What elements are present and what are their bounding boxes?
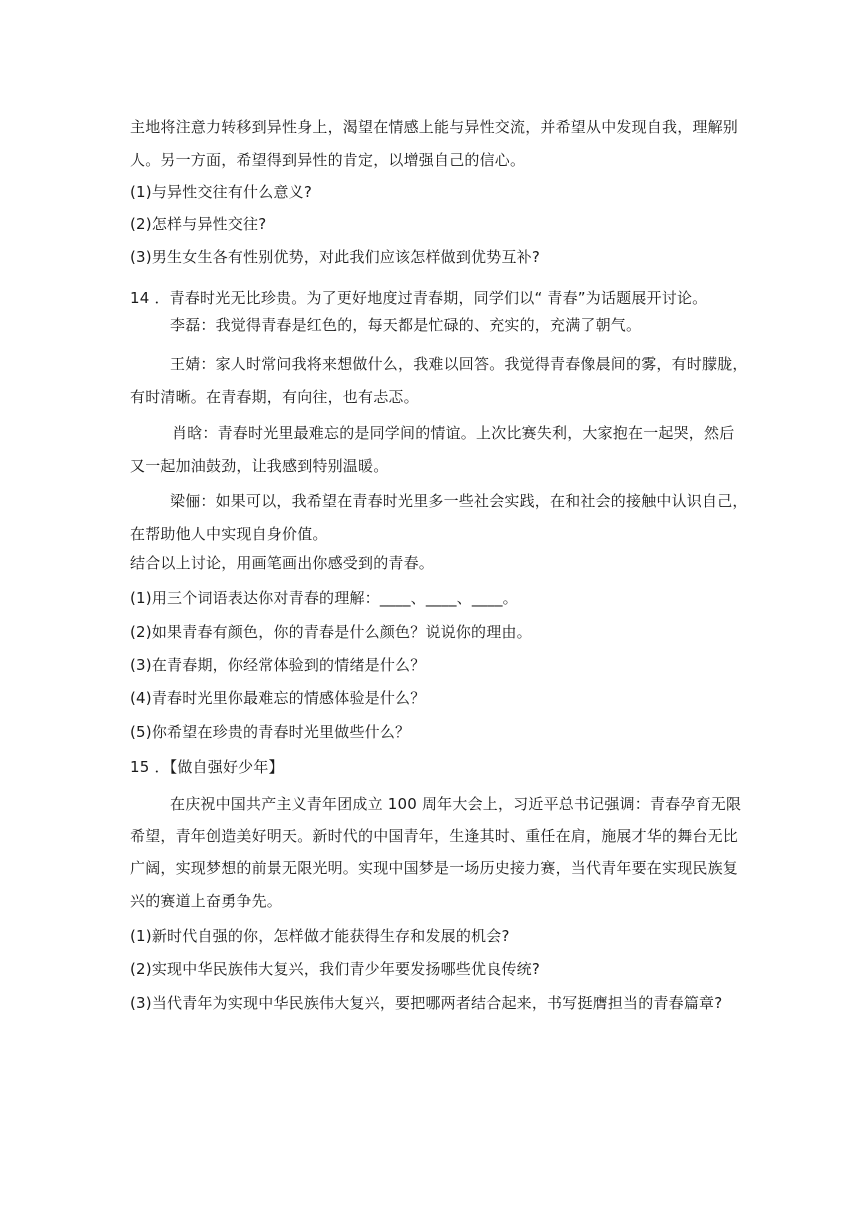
question-item: (1)用三个词语表达你对青春的理解：____、____、____。 [130, 589, 518, 607]
discussion-paragraph: 王婧：家人时常问我将来想做什么，我难以回答。我觉得青春像晨间的雾，有时朦胧， [170, 355, 748, 373]
text-line: 兴的赛道上奋勇争先。 [130, 892, 283, 910]
question-item: (2)实现中华民族伟大复兴，我们青少年要发扬哪些优良传统? [130, 960, 541, 978]
question-heading: 15 ．【做自强好少年】 [130, 758, 284, 776]
question-item: (3)在青春期，你经常体验到的情绪是什么？ [130, 656, 426, 674]
question-item: (2)如果青春有颜色，你的青春是什么颜色？说说你的理由。 [130, 623, 532, 641]
material-paragraph: 在庆祝中国共产主义青年团成立 100 周年大会上，习近平总书记强调：青春孕育无限 [170, 795, 742, 813]
question-heading: 14 ．青春时光无比珍贵。为了更好地度过青春期，同学们以“ 青春”为话题展开讨论。 [130, 289, 708, 307]
question-item: (3)当代青年为实现中华民族伟大复兴，要把哪两者结合起来，书写挺膺担当的青春篇章? [130, 994, 723, 1012]
text-line: 人。另一方面，希望得到异性的肯定，以增强自己的信心。 [130, 151, 526, 169]
question-item: (3)男生女生各有性别优势，对此我们应该怎样做到优势互补? [130, 248, 541, 266]
instruction-line: 结合以上讨论，用画笔画出你感受到的青春。 [130, 554, 435, 572]
discussion-paragraph: 李磊：我觉得青春是红色的，每天都是忙碌的、充实的，充满了朝气。 [170, 316, 642, 334]
text-line: 广阔，实现梦想的前景无限光明。实现中国梦是一场历史接力赛，当代青年要在实现民族复 [130, 859, 739, 877]
question-item: (1)与异性交往有什么意义? [130, 183, 313, 201]
text-line: 主地将注意力转移到异性身上，渴望在情感上能与异性交流，并希望从中发现自我，理解别 [130, 118, 739, 136]
discussion-paragraph: 肖晗：青春时光里最难忘的是同学间的情谊。上次比赛失利，大家抱在一起哭，然后 [172, 424, 735, 442]
question-item: (1)新时代自强的你，怎样做才能获得生存和发展的机会? [130, 927, 510, 945]
text-line: 在帮助他人中实现自身价值。 [130, 525, 328, 543]
discussion-paragraph: 梁俪：如果可以，我希望在青春时光里多一些社会实践，在和社会的接触中认识自己， [170, 492, 748, 510]
question-item: (5)你希望在珍贵的青春时光里做些什么？ [130, 723, 411, 741]
text-line: 希望，青年创造美好明天。新时代的中国青年，生逢其时、重任在肩，施展才华的舞台无比 [130, 827, 739, 845]
text-line: 有时清晰。在青春期，有向往，也有忐忑。 [130, 388, 419, 406]
question-item: (2)怎样与异性交往? [130, 215, 267, 233]
text-line: 又一起加油鼓劲，让我感到特别温暖。 [130, 457, 389, 475]
question-item: (4)青春时光里你最难忘的情感体验是什么？ [130, 689, 426, 707]
